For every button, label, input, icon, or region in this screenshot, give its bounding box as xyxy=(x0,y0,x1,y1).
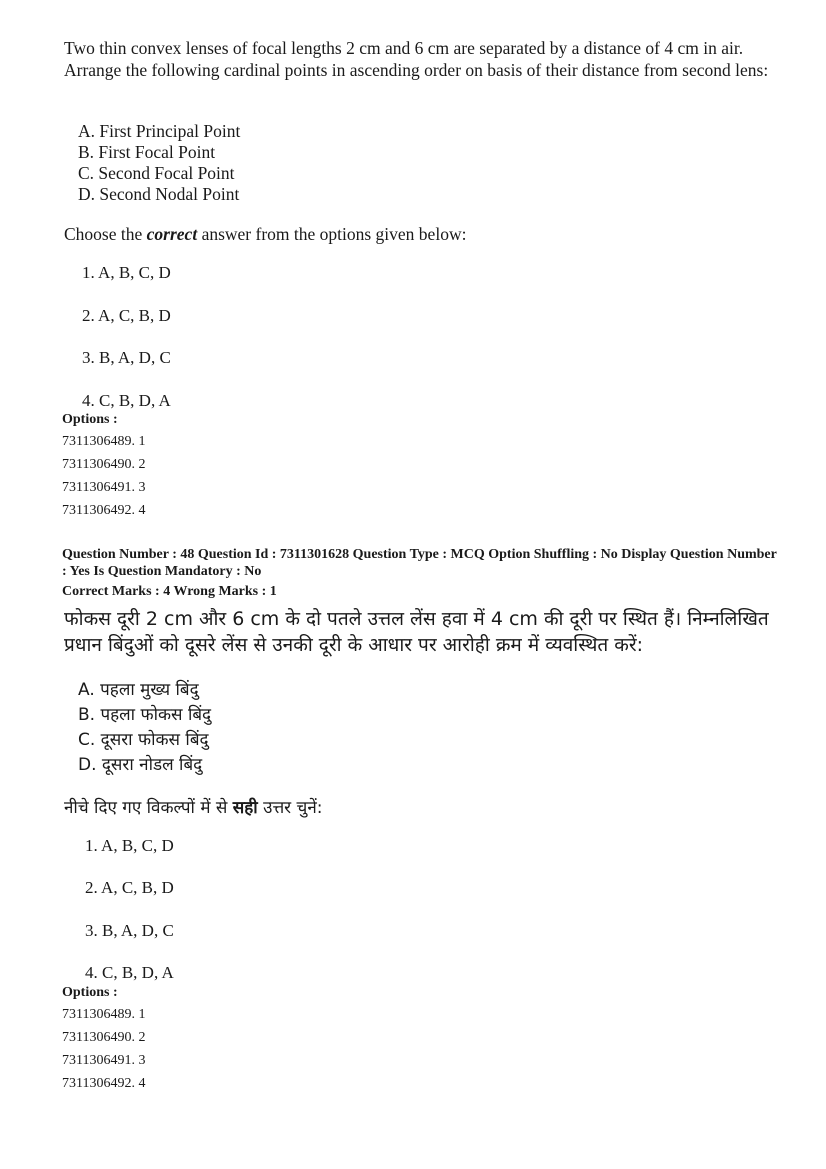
question-text: Two thin convex lenses of focal lengths 2 cm and 6 cm are separated by a distance of 4 cm in air. Arrange the following cardinal points in ascending order on basis of their distance from second lens: xyxy=(64,38,769,80)
options-label: Options : xyxy=(62,412,118,427)
answer-option: 3. B, A, D, C xyxy=(82,348,171,367)
option-id: 7311306489. 1 xyxy=(62,1007,146,1022)
option-id: 7311306490. 2 xyxy=(62,1030,146,1045)
statement-item-hindi: B. पहला फोकस बिंदु xyxy=(78,705,212,725)
instruction-suffix: उत्तर चुनें: xyxy=(257,798,323,818)
answer-option: 4. C, B, D, A xyxy=(82,391,171,410)
answer-option: 2. A, C, B, D xyxy=(82,306,171,325)
statement-item: B. First Focal Point xyxy=(78,142,216,162)
instruction-suffix: answer from the options given below: xyxy=(197,224,467,244)
answer-option: 4. C, B, D, A xyxy=(85,963,174,982)
question-header: Question Number : 48 Question Id : 7311301628 Question Type : MCQ Option Shuffling : No Display Question Number : Yes Is Question Mandatory : No xyxy=(62,547,777,579)
answer-option: 1. A, B, C, D xyxy=(85,836,174,855)
answer-option: 1. A, B, C, D xyxy=(82,263,171,282)
option-id: 7311306492. 4 xyxy=(62,503,146,518)
option-id: 7311306490. 2 xyxy=(62,457,146,472)
statement-item: D. Second Nodal Point xyxy=(78,184,240,204)
options-label: Options : xyxy=(62,985,118,1000)
instruction-emphasis: correct xyxy=(146,224,198,244)
instruction-prefix: Choose the xyxy=(64,224,147,244)
option-id: 7311306491. 3 xyxy=(62,1053,146,1068)
instruction-prefix: नीचे दिए गए विकल्पों में से xyxy=(64,798,233,818)
statement-item-hindi: D. दूसरा नोडल बिंदु xyxy=(78,755,203,775)
marks-info: Correct Marks : 4 Wrong Marks : 1 xyxy=(62,584,277,599)
instruction-emphasis: सही xyxy=(232,798,258,818)
question-text-hindi: फोकस दूरी 2 cm और 6 cm के दो पतले उत्तल लेंस हवा में 4 cm की दूरी पर स्थित हैं। निम्नलिखित प्रधान बिंदुओं को दूसरे लेंस से उनकी दूरी के आधार पर आरोही क्रम में व्यवस्थित करें: xyxy=(64,608,769,656)
answer-option: 2. A, C, B, D xyxy=(85,878,174,897)
statement-item: A. First Principal Point xyxy=(78,121,241,141)
statement-item: C. Second Focal Point xyxy=(78,163,235,183)
option-id: 7311306491. 3 xyxy=(62,480,146,495)
answer-option: 3. B, A, D, C xyxy=(85,921,174,940)
statement-item-hindi: A. पहला मुख्य बिंदु xyxy=(78,680,199,700)
option-id: 7311306492. 4 xyxy=(62,1076,146,1091)
option-id: 7311306489. 1 xyxy=(62,434,146,449)
instruction-text-hindi xyxy=(64,795,323,818)
statement-item-hindi: C. दूसरा फोकस बिंदु xyxy=(78,730,209,750)
instruction-text xyxy=(64,224,466,245)
